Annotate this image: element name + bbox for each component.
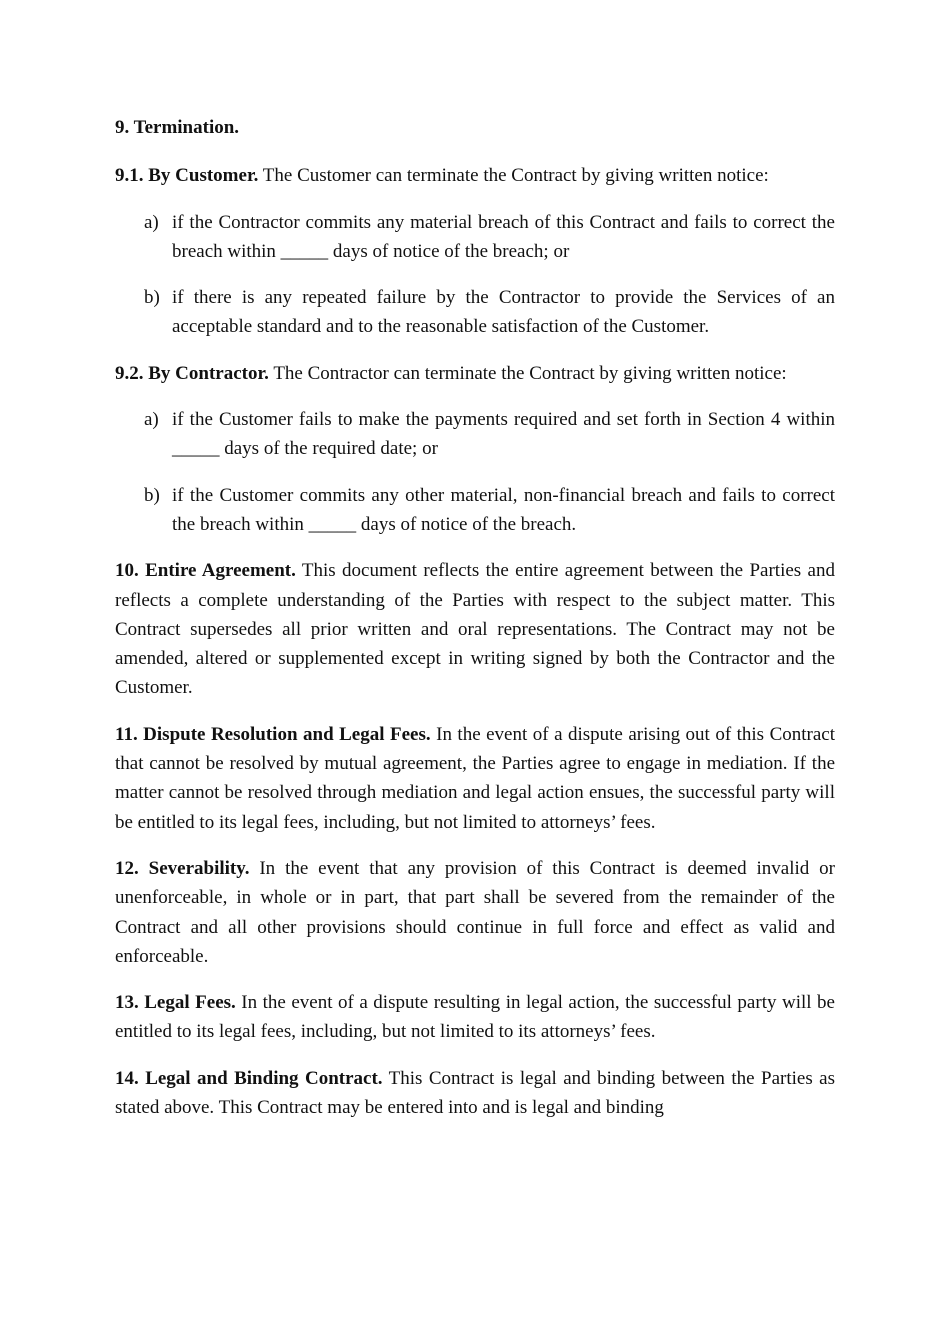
section-9-heading (115, 113, 835, 142)
list-marker: b) (144, 287, 160, 309)
list-item-text: if the Contractor commits any material breach of this Contract and fails to correct the breach within _____ days of notice of the breach; or (172, 211, 835, 262)
section-9-1-item-a (115, 208, 835, 267)
section-10-text: This document reflects the entire agreement between the Parties and reflects a complete understanding of the Parties with respect to the subject matter. This Contract supersedes all prior written and oral representations. The Contract may not be amended, altered or supplemented except in writing signed by both the Contractor and the Customer. (115, 560, 835, 699)
list-item-text: if the Customer commits any other material, non-financial breach and fails to correct the breach within _____ days of notice of the breach. (172, 484, 835, 535)
list-item-text: if the Customer fails to make the payments required and set forth in Section 4 within _____ days of the required date; or (172, 409, 835, 460)
section-9-title: 9. Termination. (115, 117, 240, 138)
section-9-2 (115, 359, 835, 388)
section-10-lead: 10. Entire Agreement. (115, 560, 296, 582)
list-item-text: if there is any repeated failure by the Contractor to provide the Services of an acceptable standard and to the reasonable satisfaction of the Customer. (172, 287, 835, 338)
section-13-text: In the event of a dispute resulting in legal action, the successful party will be entitled to its legal fees, including, but not limited to its attorneys’ fees. (115, 992, 835, 1043)
section-9-1 (115, 161, 835, 190)
document-page (115, 113, 835, 1139)
section-12 (115, 854, 835, 971)
section-10 (115, 556, 835, 702)
section-11-lead: 11. Dispute Resolution and Legal Fees. (115, 723, 431, 745)
section-9-2-item-a (115, 405, 835, 464)
section-9-2-item-b (115, 481, 835, 540)
section-9-1-lead: 9.1. By Customer. (115, 165, 259, 187)
section-13-lead: 13. Legal Fees. (115, 992, 236, 1014)
section-9-1-text: The Customer can terminate the Contract by giving written notice: (258, 165, 769, 187)
section-12-lead: 12. Severability. (115, 857, 250, 879)
list-marker: b) (144, 484, 160, 506)
section-14-text: This Contract is legal and binding between the Parties as stated above. This Contract may be entered into and is legal and binding (115, 1067, 835, 1119)
section-9-2-text: The Contractor can terminate the Contract by giving written notice: (268, 362, 787, 384)
list-marker: a) (144, 211, 159, 233)
section-13 (115, 988, 835, 1047)
section-14-lead: 14. Legal and Binding Contract. (115, 1067, 383, 1089)
list-marker: a) (144, 409, 159, 431)
section-14 (115, 1064, 835, 1123)
section-11-text: In the event of a dispute arising out of this Contract that cannot be resolved by mutual agreement, the Parties agree to engage in mediation. If the matter cannot be resolved through mediation and legal action ensues, the successful party will be entitled to its legal fees, including, but not limited to attorneys’ fees. (115, 723, 835, 833)
section-12-text: In the event that any provision of this Contract is deemed invalid or unenforceable, in whole or in part, that part shall be severed from the remainder of the Contract and all other provisions should continue in full force and effect as valid and enforceable. (115, 857, 835, 967)
section-11 (115, 720, 835, 837)
section-9-2-lead: 9.2. By Contractor. (115, 362, 269, 384)
section-9-1-item-b (115, 283, 835, 342)
